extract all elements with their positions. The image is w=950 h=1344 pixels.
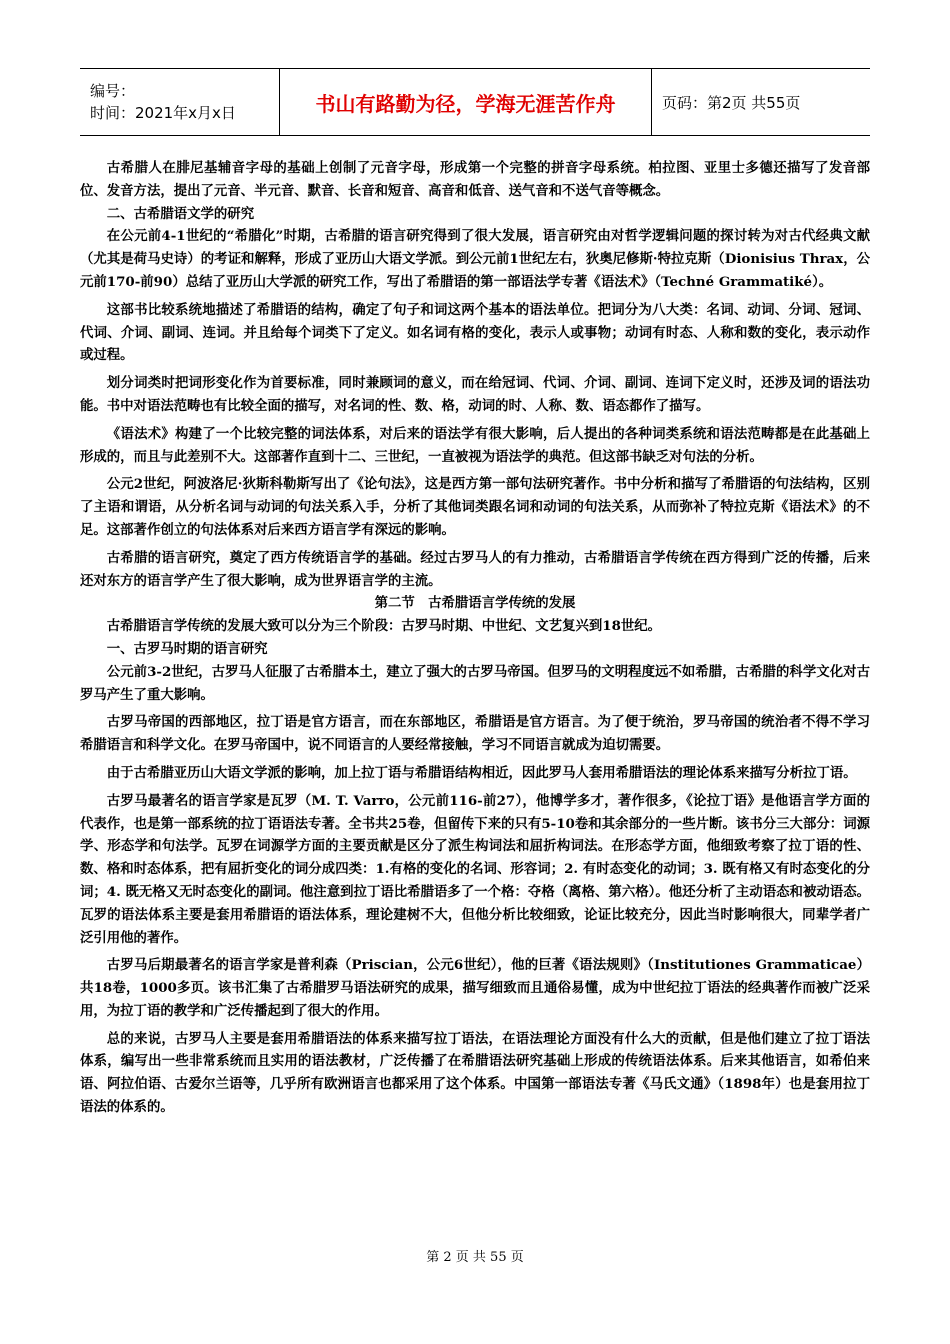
page-header <box>80 68 870 136</box>
page-footer: 第 2 页 共 55 页 <box>426 1250 524 1265</box>
paragraph: 古罗马后期最著名的语言学家是普利森（Priscian，公元6世纪），他的巨著《语法规则》（Institutiones Grammaticae）共18卷，1000多页。该书汇集了古希腊罗马语法研究的成果，描写细致而且通俗易懂，成为中世纪拉丁语法的经典著作而被广泛采用，为拉丁语的教学和广泛传播起到了很大的作用。 <box>80 957 870 1019</box>
paragraph: 古希腊的语言研究，奠定了西方传统语言学的基础。经过古罗马人的有力推动，古希腊语言学传统在西方得到广泛的传播，后来还对东方的语言学产生了很大影响，成为世界语言学的主流。 <box>80 549 870 589</box>
paragraph: 划分词类时把词形变化作为首要标准，同时兼顾词的意义，而在给冠词、代词、介词、副词、连词下定义时，还涉及词的语法功能。书中对语法范畴也有比较全面的描写，对名词的性、数、格，动词的时、人称、数、语态都作了描写。 <box>80 375 870 414</box>
section-title: 第二节 古希腊语言学传统的发展 <box>374 595 576 612</box>
header-meta <box>80 69 280 135</box>
paragraph: 古罗马最著名的语言学家是瓦罗（M. T. Varro，公元前116-前27），他博学多才，著作很多，《论拉丁语》是他语言学方面的代表作，也是第一部系统的拉丁语语法专著。全书共25卷，但留传下来的只有5-10卷和其余部分的一些片断。该书分三大部分：词源学、形态学和句法学。瓦罗在词源学方面的主要贡献是区分了派生构词法和屈折构词法。在形态学方面，他细致考察了拉丁语的性、数、格和时态体系，把有屈折变化的词分成四类：1.有格的变化的名词、形容词；2. 有时态变化的动词；3. 既有格又有时态变化的分词；4. 既无格又无时态变化的副词。他注意到拉丁语比希腊语多了一个格：夺格（离格、第六格）。他还分析了主动语态和被动语态。瓦罗的语法体系主要是套用希腊语的语法体系，理论建树不大，但他分析比较细致，论证比较充分，因此当时影响很大，同辈学者广泛引用他的著作。 <box>80 792 870 946</box>
paragraph: 《语法术》构建了一个比较完整的词法体系，对后来的语法学有很大影响，后人提出的各种词类系统和语法范畴都是在此基础上形成的，而且与此差别不大。这部著作直到十二、三世纪，一直被视为语法学的典范。但这部书缺乏对句法的分析。 <box>80 425 870 465</box>
paragraph: 这部书比较系统地描述了希腊语的结构，确定了句子和词这两个基本的语法单位。把词分为八大类：名词、动词、分词、冠词、代词、介词、副词、连词。并且给每个词类下了定义。如名词有格的变化，表示人或事物；动词有时态、人称和数的变化，表示动作或过程。 <box>80 301 870 364</box>
document-date: 时间：2021年x月x日 <box>90 104 236 122</box>
subheading: 二、古希腊语文学的研究 <box>106 205 255 222</box>
header-page-number: 页码：第2页 共55页 <box>662 93 801 112</box>
paragraph: 古希腊语言学传统的发展大致可以分为三个阶段：古罗马时期、中世纪、文艺复兴到18世纪。 <box>106 618 662 635</box>
paragraph: 公元2世纪，阿波洛尼·狄斯科勒斯写出了《论句法》，这是西方第一部句法研究著作。书中分析和描写了希腊语的句法结构，区别了主语和谓语，从分析名词与动词的句法关系入手，分析了其他词类跟名词和动词的句法关系，从而弥补了特拉克斯《语法术》的不足。这部著作创立的句法体系对后来西方语言学有深远的影响。 <box>80 476 870 538</box>
paragraph: 总的来说，古罗马人主要是套用希腊语法的体系来描写拉丁语法，在语法理论方面没有什么大的贡献，但是他们建立了拉丁语法体系，编写出一些非常系统而且实用的语法教材，广泛传播了在希腊语法研究基础上形成的传统语法体系。后来其他语言，如希伯来语、阿拉伯语、古爱尔兰语等，几乎所有欧洲语言也都采用了这个体系。中国第一部语法专著《马氏文通》（1898年）也是套用拉丁语法的体系的。 <box>80 1030 870 1116</box>
paragraph: 古希腊人在腓尼基辅音字母的基础上创制了元音字母，形成第一个完整的拼音字母系统。柏拉图、亚里士多德还描写了发音部位、发音方法，提出了元音、半元音、默音、长音和短音、高音和低音、送气音和不送气音等概念。 <box>80 160 870 199</box>
paragraph: 由于古希腊亚历山大语文学派的影响，加上拉丁语与希腊语结构相近，因此罗马人套用希腊语法的理论体系来描写分析拉丁语。 <box>106 764 857 781</box>
subheading: 一、古罗马时期的语言研究 <box>106 640 268 657</box>
paragraph: 古罗马帝国的西部地区，拉丁语是官方语言，而在东部地区，希腊语是官方语言。为了便于统治，罗马帝国的统治者不得不学习希腊语言和科学文化。在罗马帝国中，说不同语言的人要经常接触，学习不同语言就成为迫切需要。 <box>80 714 870 754</box>
document-body <box>80 157 870 1119</box>
header-motto: 书山有路勤为径，学海无涯苦作舟 <box>280 69 652 135</box>
document-number-label: 编号： <box>90 82 136 100</box>
paragraph: 公元前3-2世纪，古罗马人征服了古希腊本土，建立了强大的古罗马帝国。但罗马的文明程度远不如希腊，古希腊的科学文化对古罗马产生了重大影响。 <box>80 663 870 703</box>
paragraph: 在公元前4-1世纪的“希腊化”时期，古希腊的语言研究得到了很大发展，语言研究由对哲学逻辑问题的探讨转为对古代经典文献（尤其是荷马史诗）的考证和解释，形成了亚历山大语文学派。到公元前1世纪左右，狄奥尼修斯·特拉克斯（Dionisius Thrax，公元前170-前90）总结了亚历山大学派的研究工作，写出了希腊语的第一部语法学专著《语法术》（Techné Grammatiké）。 <box>80 228 870 290</box>
